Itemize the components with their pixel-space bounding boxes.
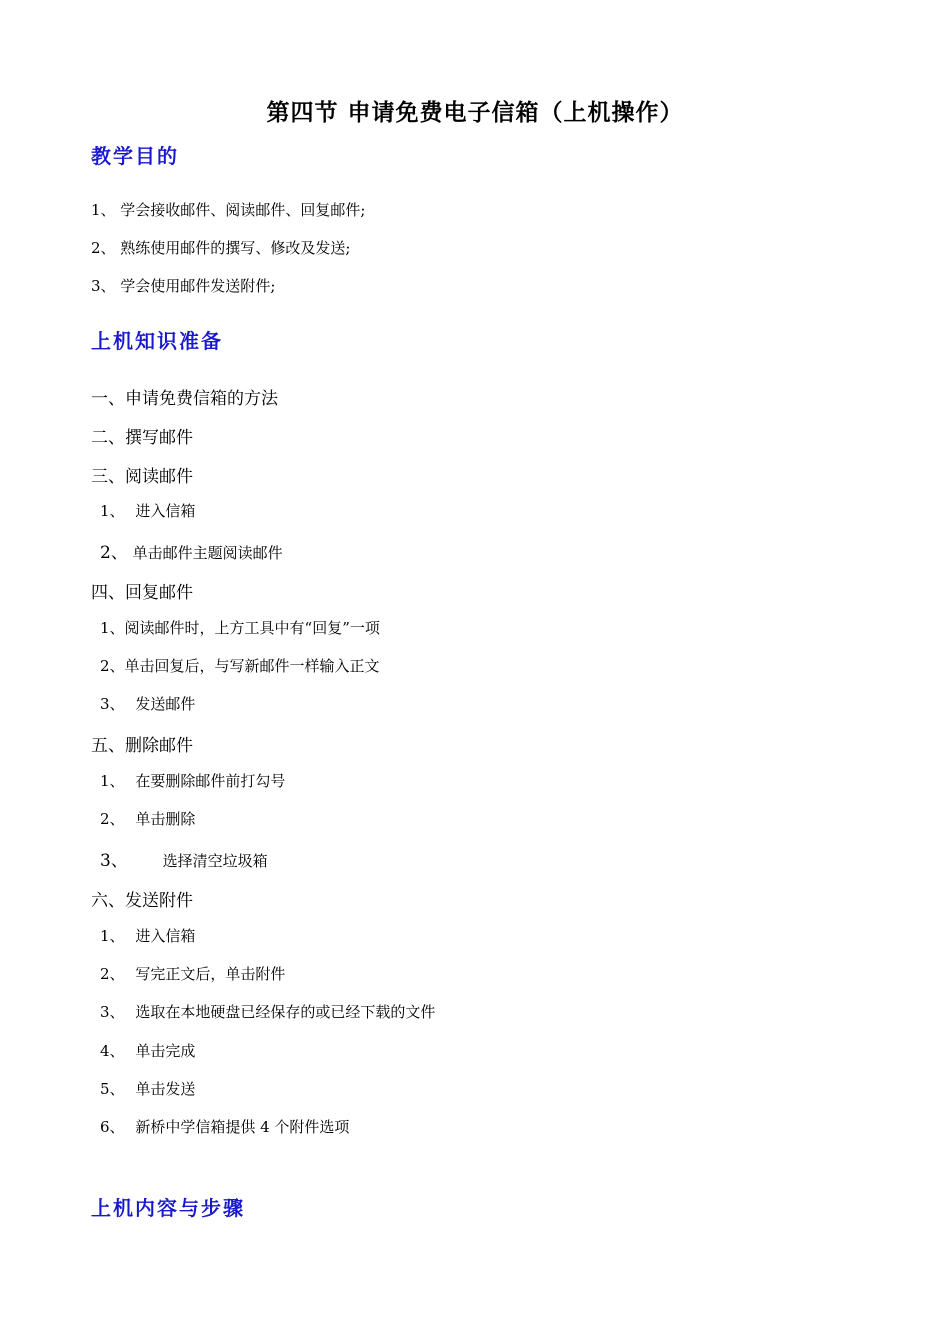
step-number: 3、	[100, 1003, 125, 1021]
section-title: 五、删除邮件	[91, 736, 193, 756]
section-title: 四、回复邮件	[91, 583, 193, 603]
step-text: 单击删除	[135, 810, 196, 828]
step-item	[100, 846, 268, 871]
step-item	[100, 808, 195, 829]
step-item	[100, 770, 285, 791]
step-item	[100, 538, 283, 563]
lab-steps-heading: 上机内容与步骤	[91, 1196, 245, 1220]
step-number: 2、	[100, 543, 128, 563]
step-text: 单击发送	[135, 1080, 196, 1098]
step-number: 3、	[100, 695, 125, 713]
step-item	[100, 1116, 349, 1137]
step-number: 2、	[100, 810, 125, 828]
section-title: 二、撰写邮件	[91, 428, 193, 448]
step-text: 选取在本地硬盘已经保存的或已经下载的文件	[135, 1003, 436, 1021]
step-item	[100, 1040, 195, 1061]
step-text: 在要删除邮件前打勾号	[135, 772, 286, 790]
step-number: 1、	[100, 502, 125, 520]
page-title: 第四节 申请免费电子信箱（上机操作）	[266, 99, 684, 126]
step-number: 6、	[100, 1118, 125, 1136]
step-number: 1、	[100, 619, 125, 637]
section-title: 三、阅读邮件	[91, 467, 193, 487]
step-number: 3、	[100, 851, 128, 871]
section-title: 一、申请免费信箱的方法	[91, 389, 278, 409]
step-number: 1、	[100, 927, 125, 945]
step-number: 2、	[100, 657, 125, 675]
step-item	[100, 925, 195, 946]
step-item	[100, 1001, 435, 1022]
step-text: 新桥中学信箱提供 4 个附件选项	[135, 1118, 350, 1136]
step-text: 进入信箱	[135, 502, 196, 520]
step-text: 写完正文后，单击附件	[135, 965, 286, 983]
step-text: 单击邮件主题阅读邮件	[132, 544, 283, 562]
step-item	[100, 500, 195, 521]
goal-item-2: 2、 熟练使用邮件的撰写、修改及发送;	[91, 239, 351, 257]
step-number: 1、	[100, 772, 125, 790]
step-item	[100, 617, 380, 638]
step-item	[100, 655, 380, 676]
knowledge-prep-heading: 上机知识准备	[91, 329, 223, 353]
step-text: 选择清空垃圾箱	[162, 852, 268, 870]
step-text: 单击回复后，与写新邮件一样输入正文	[124, 657, 380, 675]
step-item	[100, 1078, 195, 1099]
goal-item-1: 1、 学会接收邮件、阅读邮件、回复邮件;	[91, 201, 366, 219]
section-title: 六、发送附件	[91, 891, 193, 911]
step-text: 单击完成	[135, 1042, 196, 1060]
step-number: 5、	[100, 1080, 125, 1098]
goal-item-3: 3、 学会使用邮件发送附件;	[91, 277, 276, 295]
step-text: 进入信箱	[135, 927, 196, 945]
teaching-goals-heading: 教学目的	[91, 144, 179, 168]
step-number: 2、	[100, 965, 125, 983]
step-number: 4、	[100, 1042, 125, 1060]
step-item	[100, 963, 285, 984]
step-text: 阅读邮件时，上方工具中有“回复”一项	[124, 619, 380, 637]
step-item	[100, 693, 195, 714]
step-text: 发送邮件	[135, 695, 196, 713]
